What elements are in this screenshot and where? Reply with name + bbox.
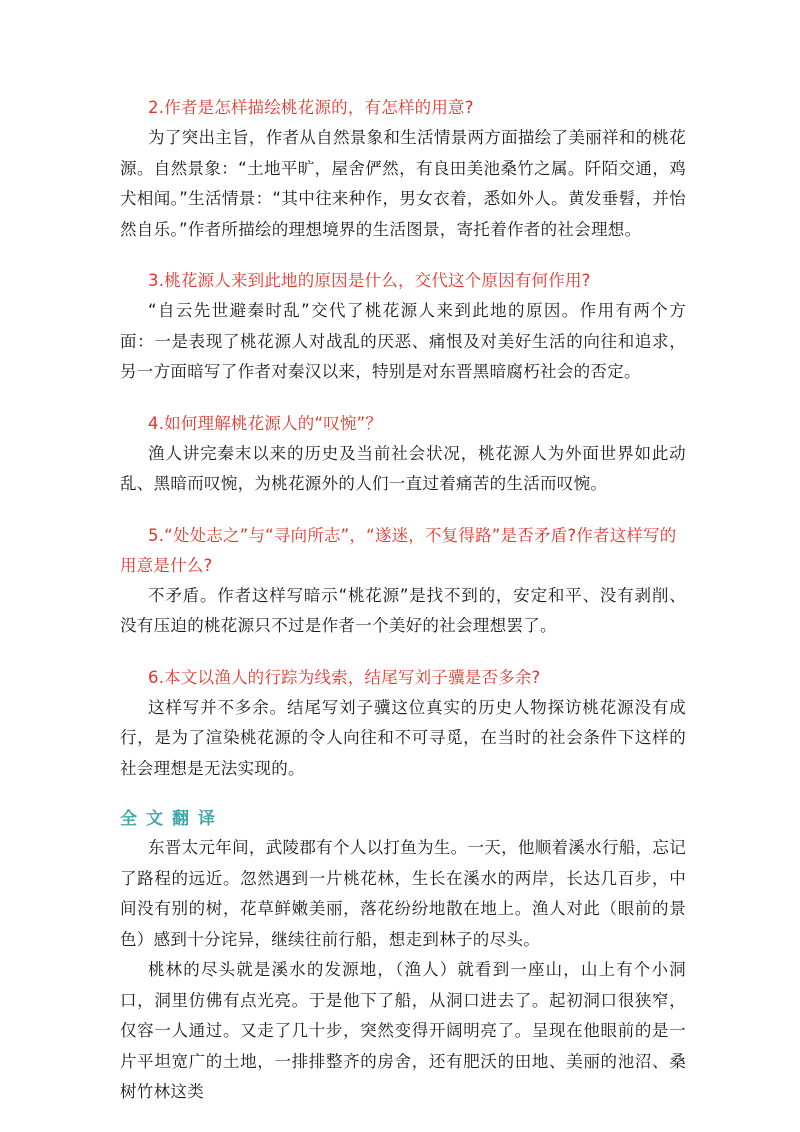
translation-section (120, 805, 686, 1108)
translation-paragraph-1: 东晋太元年间，武陵郡有个人以打鱼为生。一天，他顺着溪水行船，忘记了路程的远近。忽然遇到一片桃花林，生长在溪水的两岸，长达几百步，中间没有别的树，花草鲜嫩美丽，落花纷纷地散在地上。渔人对此（眼前的景色）感到十分诧异，继续往前行船，想走到林子的尽头。 (120, 838, 686, 949)
qa-section-6 (120, 663, 686, 785)
translation-paragraph-2: 桃林的尽头就是溪水的发源地，（渔人）就看到一座山，山上有个小洞口，洞里仿佛有点光亮。于是他下了船，从洞口进去了。起初洞口很狭窄，仅容一人通过。又走了几十步，突然变得开阔明亮了。呈现在他眼前的是一片平坦宽广的土地，一排排整齐的房舍，还有肥沃的田地、美丽的池沼、桑树竹林这类 (120, 960, 686, 1101)
answer-4: 渔人讲完秦末以来的历史及当前社会状况，桃花源人为外面世界如此动乱、黑暗而叹惋，为桃花源外的人们一直过着痛苦的生活而叹惋。 (120, 443, 686, 493)
qa-section-5 (120, 521, 686, 642)
question-3: 3.桃花源人来到此地的原因是什么，交代这个原因有何作用? (148, 271, 591, 290)
question-4: 4.如何理解桃花源人的“叹惋”？ (148, 413, 383, 433)
document-content (120, 93, 686, 1108)
qa-section-3 (120, 266, 686, 388)
answer-6: 这样写并不多余。结尾写刘子骥这位真实的历史人物探访桃花源没有成行，是为了渲染桃花源的令人向往和不可寻觅，在当时的社会条件下这样的社会理想是无法实现的。 (120, 697, 686, 778)
translation-heading: 全文翻译 (120, 809, 224, 829)
qa-section-4 (120, 409, 686, 500)
answer-2: 为了突出主旨，作者从自然景象和生活情景两方面描绘了美丽祥和的桃花源。自然景象：“土地平旷，屋舍俨然，有良田美池桑竹之属。阡陌交通，鸡犬相闻。”生活情景：“其中往来种作，男女衣着，悉如外人。黄发垂髫，并怡然自乐。”作者所描绘的理想境界的生活图景，寄托着作者的社会理想。 (120, 128, 686, 239)
question-5: 5.“处处志之”与“寻向所志”，“遂迷，不复得路”是否矛盾?作者这样写的用意是什么? (120, 525, 677, 575)
answer-5: 不矛盾。作者这样写暗示“桃花源”是找不到的，安定和平、没有剥削、没有压迫的桃花源只不过是作者一个美好的社会理想罢了。 (120, 585, 686, 635)
question-2: 2.作者是怎样描绘桃花源的，有怎样的用意? (148, 98, 474, 117)
answer-3: “自云先世避秦时乱”交代了桃花源人来到此地的原因。作用有两个方面：一是表现了桃花源人对战乱的厌恶、痛恨及对美好生活的向往和追求，另一方面暗写了作者对秦汉以来，特别是对东晋黑暗腐朽社会的否定。 (120, 301, 686, 381)
qa-section-2 (120, 93, 686, 245)
question-6: 6.本文以渔人的行踪为线索，结尾写刘子骥是否多余? (148, 667, 541, 687)
